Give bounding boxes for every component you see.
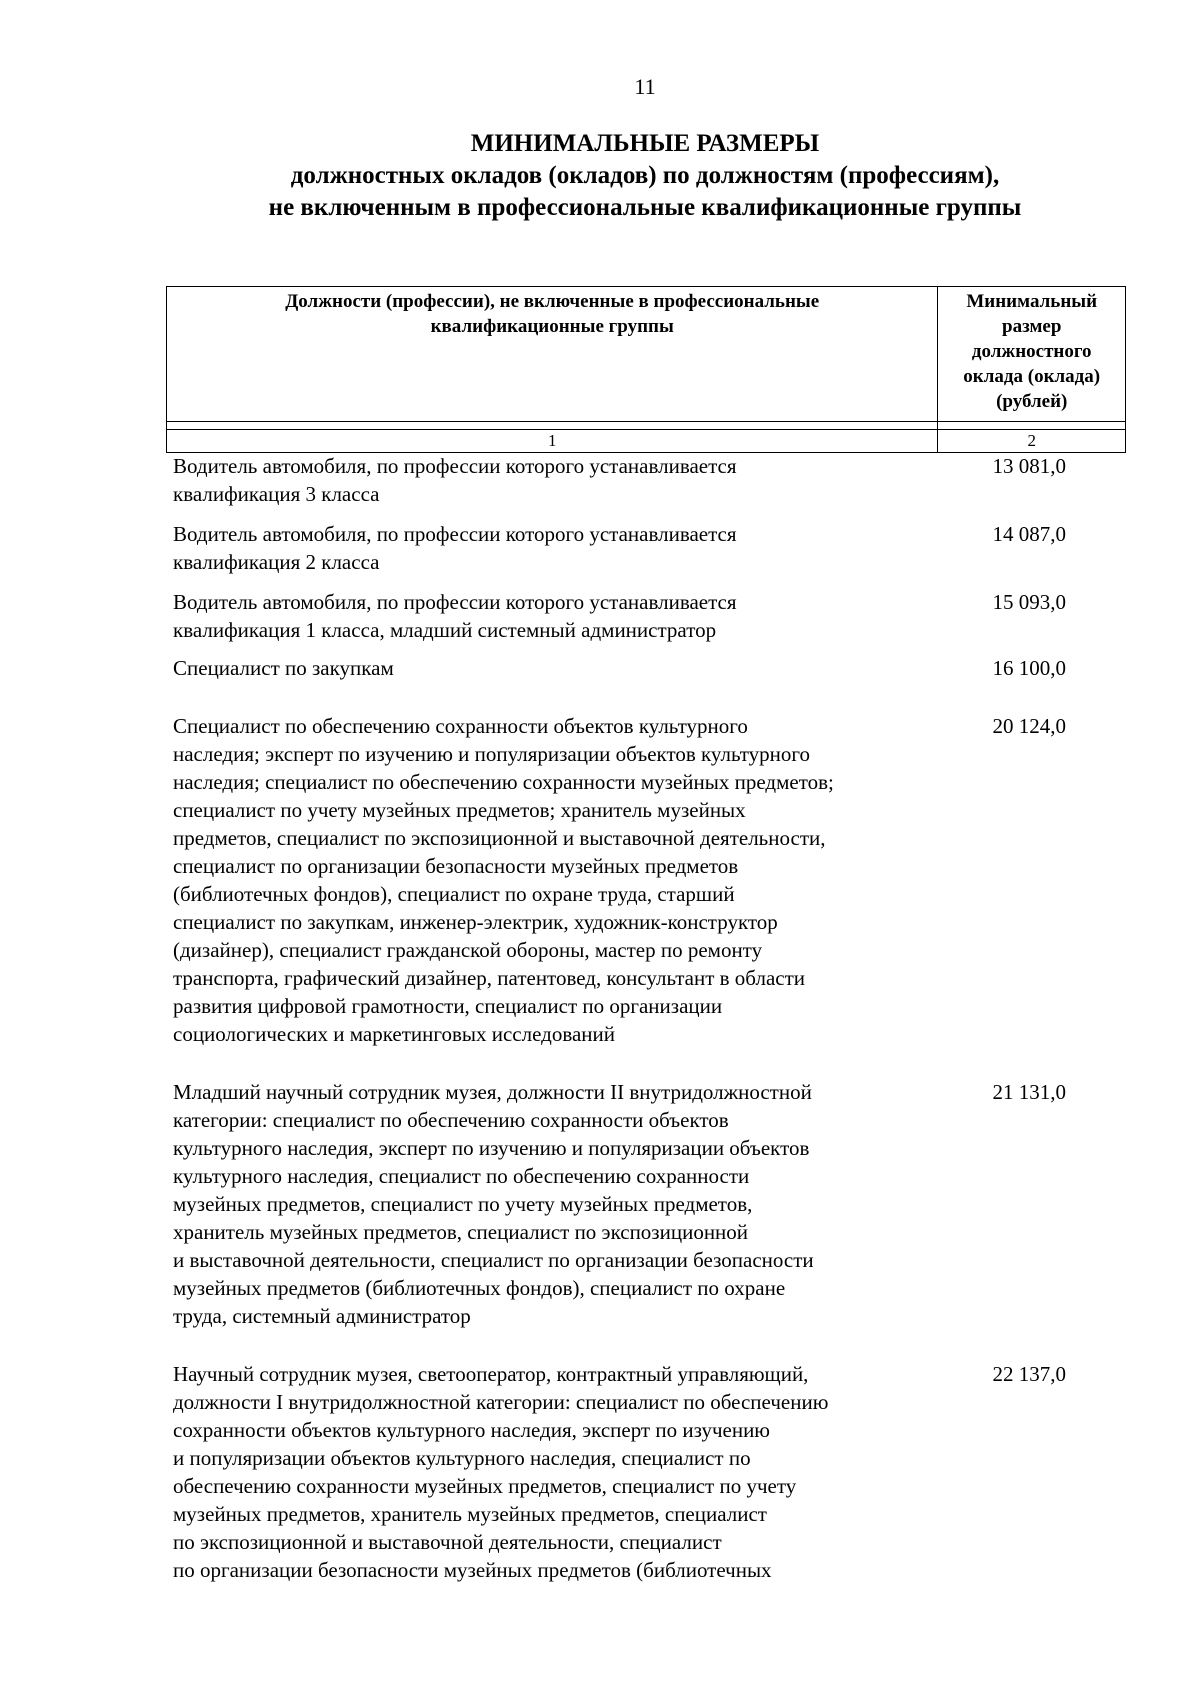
row-line: хранитель музейных предметов, специалист по экспозиционной: [173, 1220, 749, 1244]
row-salary-value: 13 081,0: [992, 454, 1066, 478]
title-line-3: не включенным в профессиональные квалификационные группы: [268, 194, 1022, 221]
row-line: квалификация 1 класса, младший системный администратор: [173, 618, 717, 642]
row-line: (дизайнер), специалист гражданской обороны, мастер по ремонту: [173, 938, 763, 962]
row-line: транспорта, графический дизайнер, патентовед, консультант в области: [173, 966, 806, 990]
column-header-salary: [938, 287, 1126, 422]
column-header-positions-line-2: квалификационные группы: [430, 316, 674, 337]
row-line: музейных предметов (библиотечных фондов), специалист по охране: [173, 1276, 786, 1300]
table-row: [173, 712, 1113, 1048]
row-position-text: [173, 588, 928, 644]
column-header-salary-line-2: размер: [1002, 316, 1062, 337]
document-title: [0, 128, 1200, 224]
header-spacer: [167, 422, 1126, 430]
table-row: [173, 1360, 1113, 1584]
row-line: и популяризации объектов культурного наследия, специалист по: [173, 1446, 751, 1470]
table-body: [173, 452, 1113, 1584]
title-line-2: должностных окладов (окладов) по должностям (профессиям),: [290, 162, 1000, 189]
row-position-text: [173, 520, 928, 576]
row-line: специалист по учету музейных предметов; хранитель музейных: [173, 798, 746, 822]
row-line: Младший научный сотрудник музея, должности II внутридолжностной: [173, 1080, 812, 1104]
row-line: по организации безопасности музейных предметов (библиотечных: [173, 1558, 772, 1582]
row-salary-value: 22 137,0: [992, 1362, 1066, 1386]
row-line: квалификация 3 класса: [173, 482, 380, 506]
row-line: Водитель автомобиля, по профессии которого устанавливается: [173, 454, 737, 478]
title-line-1: МИНИМАЛЬНЫЕ РАЗМЕРЫ: [470, 130, 820, 157]
row-position-text: [173, 654, 928, 682]
column-header-salary-line-3: должностного: [971, 341, 1092, 362]
row-line: (библиотечных фондов), специалист по охране труда, старший: [173, 882, 735, 906]
row-salary-value: 15 093,0: [992, 590, 1066, 614]
row-position-text: [173, 712, 928, 1048]
column-number-2: 2: [938, 430, 1126, 453]
row-position-text: [173, 1078, 928, 1330]
column-number-1: 1: [167, 430, 938, 453]
row-line: музейных предметов, специалист по учету музейных предметов,: [173, 1192, 753, 1216]
table-row: [173, 588, 1113, 644]
row-line: предметов, специалист по экспозиционной и выставочной деятельности,: [173, 826, 826, 850]
row-line: социологических и маркетинговых исследований: [173, 1022, 616, 1046]
row-line: категории: специалист по обеспечению сохранности объектов: [173, 1108, 729, 1132]
row-salary-value: 20 124,0: [992, 714, 1066, 738]
row-line: должности I внутридолжностной категории: специалист по обеспечению: [173, 1390, 829, 1414]
row-line: Научный сотрудник музея, светооператор, контрактный управляющий,: [173, 1362, 809, 1386]
row-line: Водитель автомобиля, по профессии которого устанавливается: [173, 522, 737, 546]
table-row: [173, 452, 1113, 508]
column-header-salary-line-1: Минимальный: [966, 291, 1098, 312]
row-line: Специалист по закупкам: [173, 656, 394, 680]
row-line: и выставочной деятельности, специалист по организации безопасности: [173, 1248, 814, 1272]
row-position-text: [173, 1360, 928, 1584]
row-line: развития цифровой грамотности, специалист по организации: [173, 994, 723, 1018]
row-line: специалист по закупкам, инженер-электрик, художник-конструктор: [173, 910, 778, 934]
row-line: обеспечению сохранности музейных предметов, специалист по учету: [173, 1474, 797, 1498]
row-line: Специалист по обеспечению сохранности объектов культурного: [173, 714, 748, 738]
table-header: [166, 286, 1126, 453]
row-line: квалификация 2 класса: [173, 550, 380, 574]
column-number-row: [167, 430, 1126, 453]
row-salary-value: 16 100,0: [992, 656, 1066, 680]
column-header-salary-line-5: (рублей): [996, 391, 1068, 412]
page-number: 11: [634, 74, 656, 99]
row-line: Водитель автомобиля, по профессии которого устанавливается: [173, 590, 737, 614]
row-line: специалист по организации безопасности музейных предметов: [173, 854, 739, 878]
column-header-salary-line-4: оклада (оклада): [963, 366, 1101, 387]
table-row: [173, 654, 1113, 682]
row-line: труда, системный администратор: [173, 1304, 471, 1328]
row-line: наследия; эксперт по изучению и популяризации объектов культурного: [173, 742, 810, 766]
column-header-positions: [167, 287, 938, 422]
row-line: культурного наследия, специалист по обеспечению сохранности: [173, 1164, 750, 1188]
row-line: музейных предметов, хранитель музейных предметов, специалист: [173, 1502, 767, 1526]
table-row: [173, 1078, 1113, 1330]
row-salary-value: 21 131,0: [992, 1080, 1066, 1104]
row-line: по экспозиционной и выставочной деятельности, специалист: [173, 1530, 722, 1554]
column-header-positions-line-1: Должности (профессии), не включенные в профессиональные: [285, 291, 820, 312]
row-line: сохранности объектов культурного наследия, эксперт по изучению: [173, 1418, 770, 1442]
table-row: [173, 520, 1113, 576]
row-salary-value: 14 087,0: [992, 522, 1066, 546]
row-line: культурного наследия, эксперт по изучению и популяризации объектов: [173, 1136, 810, 1160]
row-line: наследия; специалист по обеспечению сохранности музейных предметов;: [173, 770, 834, 794]
row-position-text: [173, 452, 928, 508]
